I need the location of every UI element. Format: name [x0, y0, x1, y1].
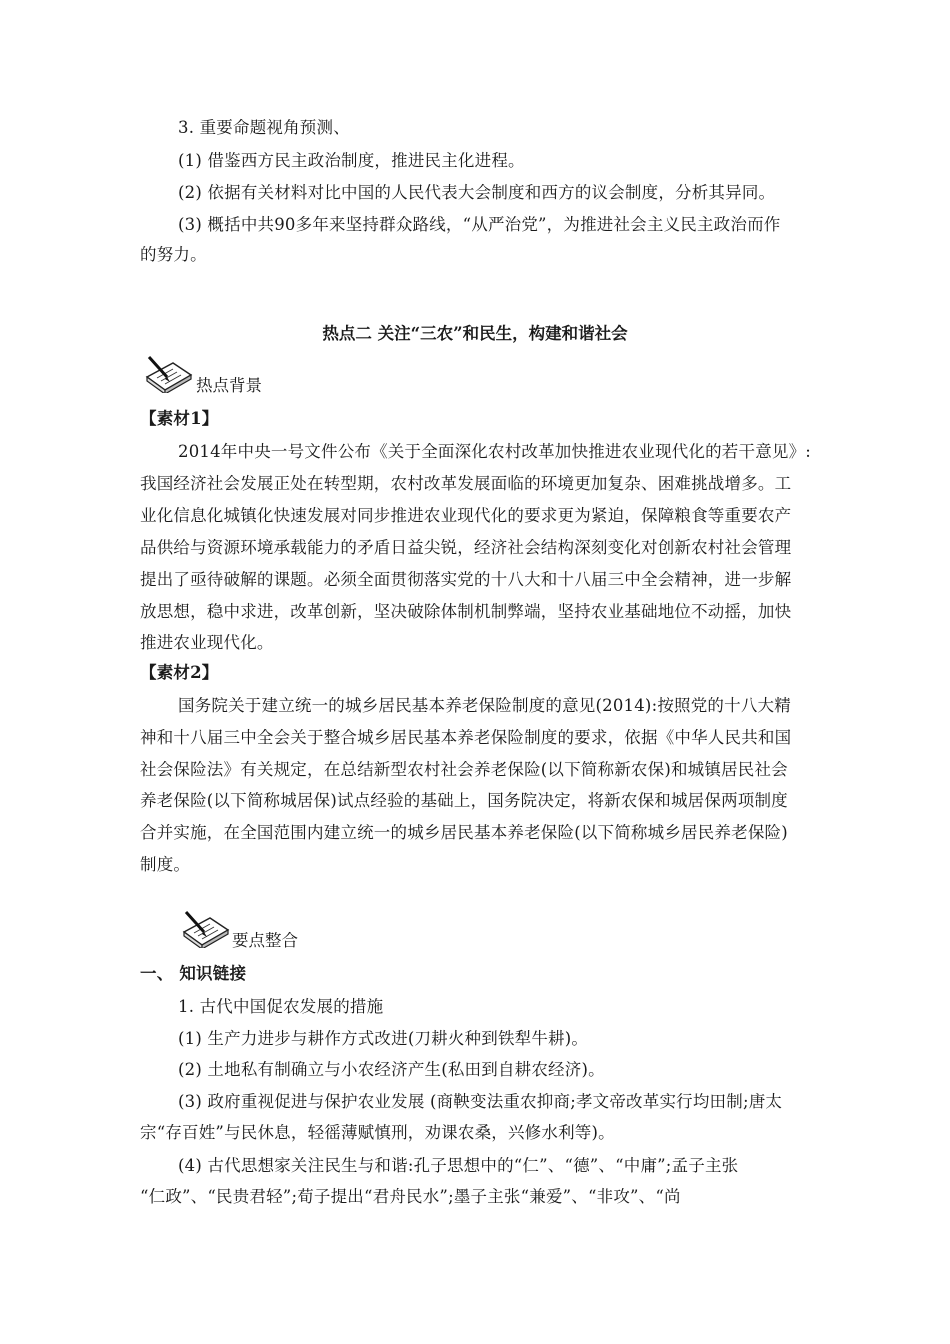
- knowledge-sub-1: 1. 古代中国促农发展的措施: [178, 997, 384, 1016]
- material-1-line-6: 放思想，稳中求进，改革创新，坚决破除体制机制弊端，坚持农业基础地位不动摇，加快: [140, 602, 792, 621]
- section-title: 热点二 关注“三农”和民生，构建和谐社会: [322, 324, 628, 343]
- material-1-line-7: 推进农业现代化。: [140, 633, 274, 652]
- knowledge-item-3-line-1: (3) 政府重视促进与保护农业发展 (商鞅变法重农抑商;孝文帝改革实行均田制;唐太: [178, 1092, 783, 1111]
- material-2-line-3: 社会保险法》有关规定，在总结新型农村社会养老保险(以下简称新农保)和城镇居民社会: [140, 760, 788, 779]
- material-2-line-6: 制度。: [140, 855, 191, 874]
- pen-paper-icon: [180, 910, 232, 948]
- knowledge-item-4-line-1: (4) 古代思想家关注民生与和谐:孔子思想中的“仁”、“德”、“中庸”;孟子主张: [178, 1156, 739, 1175]
- material-1-line-4: 品供给与资源环境承载能力的矛盾日益尖锐，经济社会结构深刻变化对创新农村社会管理: [140, 538, 792, 557]
- paragraph-2: (2) 依据有关材料对比中国的人民代表大会制度和西方的议会制度，分析其异同。: [178, 183, 776, 202]
- knowledge-item-2: (2) 土地私有制确立与小农经济产生(私田到自耕农经济)。: [178, 1060, 605, 1079]
- material-1-line-1: 2014年中央一号文件公布《关于全面深化农村改革加快推进农业现代化的若干意见》:: [178, 442, 812, 461]
- knowledge-item-3-line-2: 宗“存百姓”与民休息，轻徭薄赋慎刑，劝课农桑，兴修水利等)。: [140, 1123, 615, 1142]
- paragraph-1: (1) 借鉴西方民主政治制度，推进民主化进程。: [178, 151, 525, 170]
- material-1-heading: 【素材1】: [140, 409, 219, 428]
- material-2-heading: 【素材2】: [140, 663, 219, 682]
- material-2-line-1: 国务院关于建立统一的城乡居民基本养老保险制度的意见(2014):按照党的十八大精: [178, 696, 791, 715]
- knowledge-item-4-line-2: “仁政”、“民贵君轻”;荀子提出“君舟民水”;墨子主张“兼爱”、“非攻”、“尚: [140, 1187, 681, 1206]
- knowledge-heading: 一、 知识链接: [140, 964, 247, 983]
- key-points-label: 要点整合: [232, 931, 298, 950]
- knowledge-item-1: (1) 生产力进步与耕作方式改进(刀耕火种到铁犁牛耕)。: [178, 1029, 589, 1048]
- paragraph-3-line-2: 的努力。: [140, 245, 207, 264]
- material-2-line-2: 神和十八届三中全会关于整合城乡居民基本养老保险制度的要求，依据《中华人民共和国: [140, 728, 792, 747]
- paragraph-3-line-1: (3) 概括中共90多年来坚持群众路线，“从严治党”，为推进社会主义民主政治而作: [178, 215, 781, 234]
- material-2-line-5: 合并实施，在全国范围内建立统一的城乡居民基本养老保险(以下简称城乡居民养老保险): [140, 823, 788, 842]
- material-2-line-4: 养老保险(以下简称城居保)试点经验的基础上，国务院决定，将新农保和城居保两项制度: [140, 791, 788, 810]
- material-1-line-5: 提出了亟待破解的课题。必须全面贯彻落实党的十八大和十八届三中全会精神，进一步解: [140, 570, 792, 589]
- item-3-heading: 3. 重要命题视角预测、: [178, 118, 350, 137]
- background-label: 热点背景: [196, 376, 262, 395]
- material-1-line-3: 业化信息化城镇化快速发展对同步推进农业现代化的要求更为紧迫，保障粮食等重要农产: [140, 506, 792, 525]
- pen-paper-icon: [143, 355, 195, 393]
- material-1-line-2: 我国经济社会发展正处在转型期，农村改革发展面临的环境更加复杂、困难挑战增多。工: [140, 474, 792, 493]
